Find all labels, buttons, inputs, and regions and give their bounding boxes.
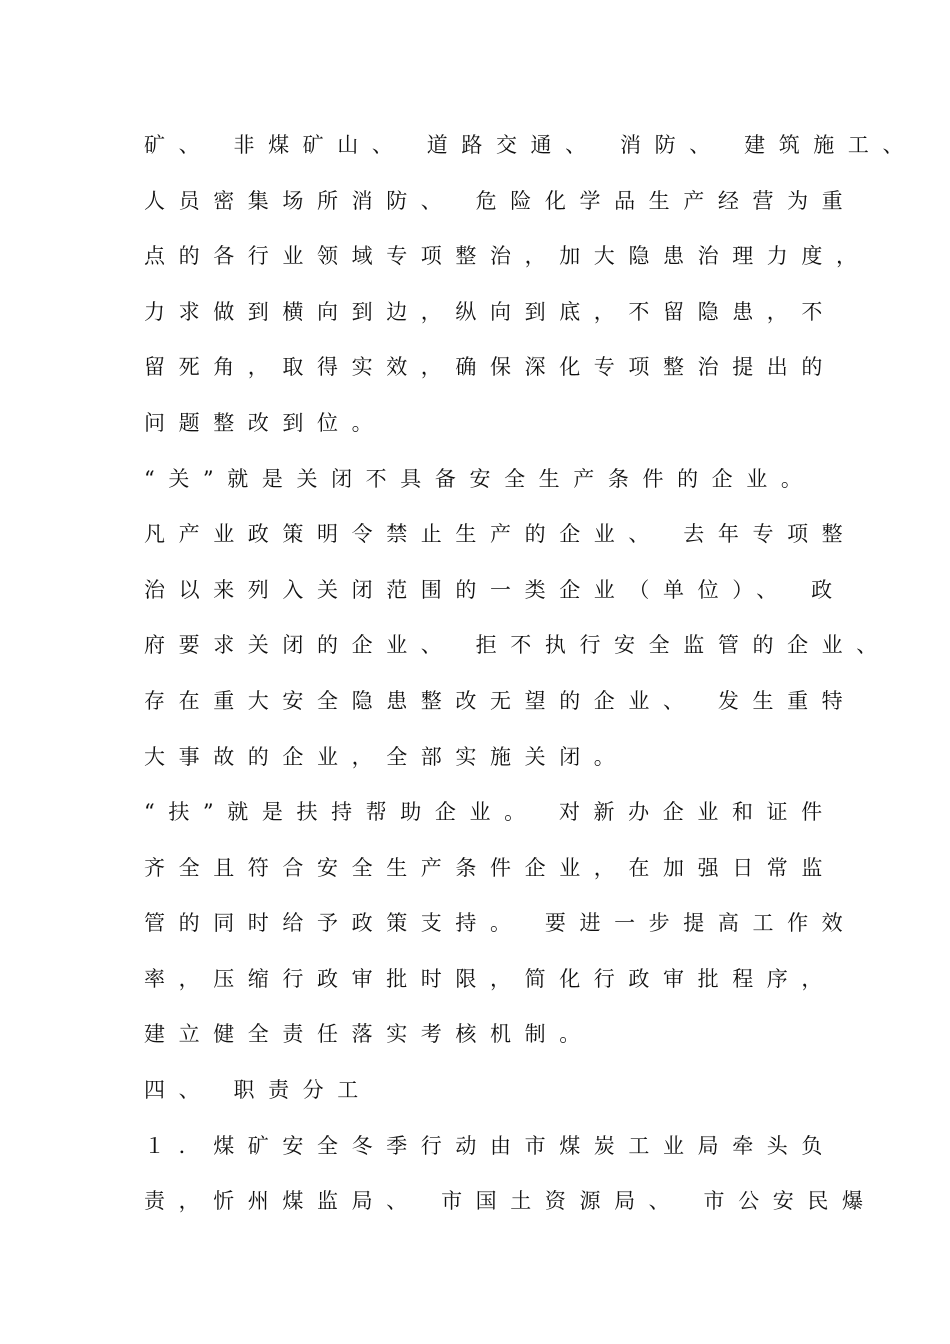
text-line: 矿、 非煤矿山、 道路交通、 消防、 建筑施工、	[144, 133, 918, 157]
text-line: 建立健全责任落实考核机制。	[144, 1022, 594, 1046]
text-line: 留死角，取得实效，确保深化专项整治提出的	[144, 355, 836, 379]
text-line: 力求做到横向到边，纵向到底，不留隐患，不	[144, 300, 836, 324]
section-heading: 四、 职责分工	[144, 1078, 372, 1102]
text-line: 点的各行业领域专项整治，加大隐患治理力度，	[144, 244, 871, 268]
text-line: 人员密集场所消防、 危险化学品生产经营为重	[144, 189, 857, 213]
text-line: “关”就是关闭不具备安全生产条件的企业。	[144, 467, 816, 491]
text-line: 府要求关闭的企业、 拒不执行安全监管的企业、	[144, 633, 891, 657]
text-line: 治以来列入关闭范围的一类企业（单位）、 政	[144, 578, 846, 602]
text-line: 大事故的企业，全部实施关闭。	[144, 745, 629, 769]
text-line: 管的同时给予政策支持。 要进一步提高工作效	[144, 911, 857, 935]
text-line: “扶”就是扶持帮助企业。 对新办企业和证件	[144, 800, 836, 824]
text-line: 齐全且符合安全生产条件企业，在加强日常监	[144, 856, 836, 880]
text-line: 责，忻州煤监局、 市国土资源局、 市公安民爆	[144, 1189, 877, 1213]
text-line: 率，压缩行政审批时限，简化行政审批程序，	[144, 967, 836, 991]
text-line: 存在重大安全隐患整改无望的企业、 发生重特	[144, 689, 857, 713]
text-line: １．煤矿安全冬季行动由市煤炭工业局牵头负	[144, 1134, 836, 1158]
text-line: 问题整改到位。	[144, 411, 387, 435]
text-line: 凡产业政策明令禁止生产的企业、 去年专项整	[144, 522, 857, 546]
